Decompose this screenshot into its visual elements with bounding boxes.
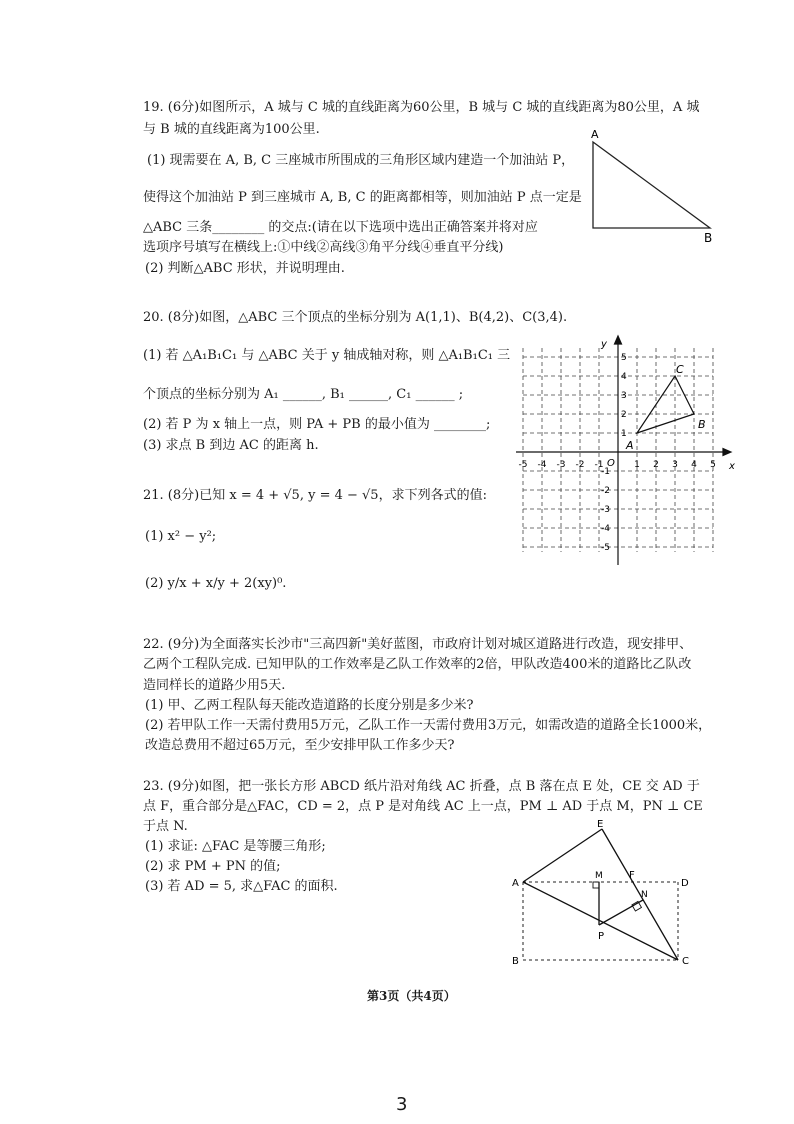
label-p: P [598,931,605,942]
x-tick: 3 [672,460,678,470]
q20-part1-line-2: 个顶点的坐标分别为 A₁ ______, B₁ ______, C₁ ______ ; [143,387,464,402]
q19-part1-line-3: △ABC 三条________ 的交点:(请在以下选项中选出正确答案并将对应 [143,220,538,235]
label-d: D [681,878,689,889]
q23-rectangle-fold-figure [505,815,705,975]
q19-label-a: A [591,130,599,141]
segment-ae [523,829,602,882]
segment-pn [599,900,643,925]
q19-part1-line-2: 使得这个加油站 P 到三座城市 A, B, C 的距离都相等，则加油站 P 点一定是 [143,190,582,205]
label-m: M [595,871,603,881]
q19-line-2: 与 B 城的直线距离为100公里. [143,122,320,137]
x-tick: 1 [634,460,640,470]
y-tick: 3 [621,391,627,401]
q20-part1-line-1: (1) 若 △A₁B₁C₁ 与 △ABC 关于 y 轴成轴对称，则 △A₁B₁C₁ 三 [143,348,511,363]
q22-line-2: 乙两个工程队完成. 已知甲队的工作效率是乙队工作效率的2倍，甲队改造400米的道路比乙队改 [143,657,692,672]
page-footer: 第3页（共4页） [367,989,456,1003]
y-tick: -4 [601,524,610,534]
point-c-label: C [676,363,684,376]
q23-line-3: 于点 N. [143,819,188,834]
label-a: A [512,878,519,889]
y-tick: -1 [601,467,610,477]
q19-label-b: B [704,231,713,245]
right-angle-m [593,882,599,888]
q22-line-3: 造同样长的道路少用5天. [143,678,286,693]
point-b-label: B [698,418,706,431]
q20-part2: (2) 若 P 为 x 轴上一点，则 PA + PB 的最小值为 ________; [143,417,491,432]
x-axis-label: x [729,461,735,472]
y-tick: 5 [621,353,627,363]
label-c: C [682,956,689,967]
q19-line-1: 19. (6分)如图所示，A 城与 C 城的直线距离为60公里，B 城与 C 城的直线距离为80公里，A 城 [143,100,700,115]
q19-part2: (2) 判断△ABC 形状，并说明理由. [145,261,345,276]
q22-part2-line-1: (2) 若甲队工作一天需付费用5万元，乙队工作一天需付费用3万元，如需改造的道路全长1000米， [145,718,712,733]
x-tick: -5 [518,460,528,470]
q20-coordinate-grid [512,330,742,570]
label-n: N [641,890,648,900]
q20-line-1: 20. (8分)如图，△ABC 三个顶点的坐标分别为 A(1,1)、B(4,2)、C(3,4). [143,310,568,325]
q19-part1-line-4: 选项序号填写在横线上:①中线②高线③角平分线④垂直平分线) [143,240,504,255]
label-b: B [512,956,519,967]
x-tick: 2 [653,460,659,470]
label-e: E [597,819,604,830]
y-tick: 1 [621,429,627,439]
point-a-label: A [626,439,634,452]
page-number: 3 [396,1094,408,1115]
q23-line-1: 23. (9分)如图，把一张长方形 ABCD 纸片沿对角线 AC 折叠，点 B 落在点 E 处，CE 交 AD 于 [143,779,700,794]
x-tick: -2 [575,460,585,470]
q19-triangle-figure [580,130,730,250]
y-tick: -5 [601,543,610,553]
y-tick: -2 [601,486,610,496]
x-tick: 4 [691,460,697,470]
x-axis-arrow [723,449,731,456]
q23-part1: (1) 求证: △FAC 是等腰三角形; [145,839,326,854]
triangle-abc [637,376,694,433]
q22-line-1: 22. (9分)为全面落实长沙市"三高四新"美好蓝图，市政府计划对城区道路进行改造，现安排甲、 [143,637,693,652]
y-tick: -3 [601,505,610,515]
x-tick: 5 [710,460,716,470]
q21-line-1: 21. (8分)已知 x = 4 + √5, y = 4 − √5，求下列各式的值: [143,488,487,503]
y-axis-label: y [601,339,607,350]
q21-part1: (1) x² − y²; [145,529,217,544]
q19-part1-line-1: (1) 现需要在 A, B, C 三座城市所围成的三角形区域内建造一个加油站 P， [147,153,575,168]
y-tick: 4 [621,372,627,382]
y-tick: 2 [621,410,627,420]
y-axis-arrow [615,336,622,344]
q20-part3: (3) 求点 B 到边 AC 的距离 h. [143,438,319,453]
origin-label: O [607,458,615,469]
q23-line-2: 点 F，重合部分是△FAC，CD = 2，点 P 是对角线 AC 上一点，PM ⊥ AD 于点 M，PN ⊥ CE [143,799,703,814]
x-tick: -4 [537,460,547,470]
q23-part2: (2) 求 PM + PN 的值; [145,859,281,874]
label-f: F [629,870,635,881]
q22-part2-line-2: 改造总费用不超过65万元，至少安排甲队工作多少天? [145,738,455,753]
x-tick: -3 [556,460,566,470]
q22-part1: (1) 甲、乙两工程队每天能改造道路的长度分别是多少米? [145,698,474,713]
x-tick: -1 [594,460,604,470]
q21-part2: (2) y/x + x/y + 2(xy)⁰. [145,576,287,591]
q23-part3: (3) 若 AD = 5, 求△FAC 的面积. [145,879,338,894]
